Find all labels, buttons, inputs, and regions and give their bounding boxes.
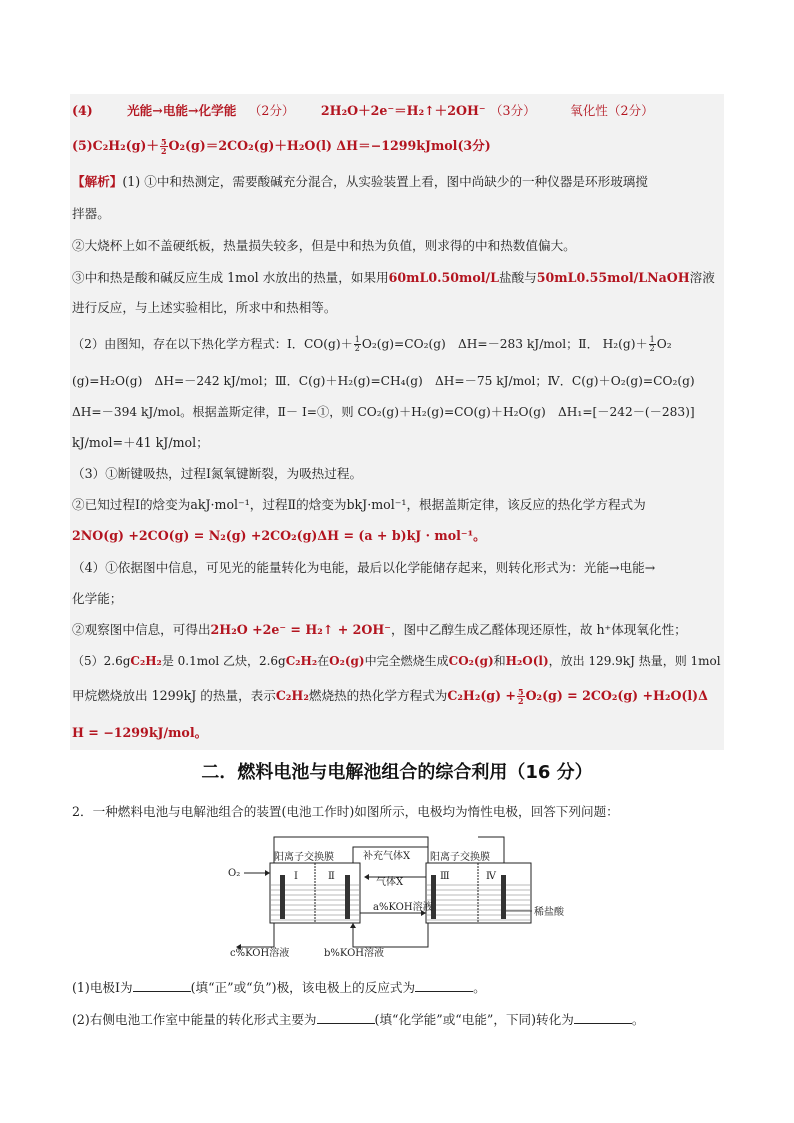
- electrode-1: [280, 875, 285, 919]
- analysis-line: ②大烧杯上如不盖硬纸板，热量损失较多，但是中和热为负值，则求得的中和热数值偏大。: [72, 238, 576, 253]
- answer-score: （3分）: [489, 103, 536, 118]
- answer-equation: 2H₂O＋2e⁻＝H₂↑＋2OH⁻: [320, 103, 486, 118]
- electrochemical-diagram: [228, 833, 568, 958]
- electrode-4: [501, 875, 506, 919]
- question-1: (1)电极Ⅰ为 (填“正”或“负”)极，该电极上的反应式为 。: [72, 980, 486, 995]
- electrode-1-label: Ⅰ: [294, 871, 298, 882]
- answer-blank[interactable]: [415, 979, 473, 992]
- answer-line-5: [72, 138, 491, 155]
- supplement-gas-label: 补充气体X: [363, 851, 411, 862]
- analysis-line: ΔH=－394 kJ/mol。根据盖斯定律，Ⅱ－ Ⅰ=①，则 CO₂(g)＋H₂(g)=CO(g)＋H₂O(g) ΔH₁=[－242－(－283)]: [72, 405, 695, 419]
- analysis-line: ②观察图中信息，可得出2H₂O +2e⁻ = H₂↑ + 2OH⁻，图中乙醇生成乙醛体现还原性，故 h⁺体现氧化性；: [72, 622, 687, 637]
- analysis-line: kJ/mol=＋41 kJ/mol；: [72, 435, 209, 450]
- analysis-line: 2NO(g) +2CO(g) = N₂(g) +2CO₂(g)ΔH = (a + b)kJ · mol⁻¹。: [72, 528, 486, 543]
- fraction: $\frac{5}{2}$: [160, 137, 167, 156]
- analysis-line: 化学能；: [72, 591, 123, 606]
- answer-blank[interactable]: [317, 1011, 375, 1024]
- answer-blank[interactable]: [574, 1011, 632, 1024]
- c-koh-label: c%KOH溶液: [230, 948, 290, 958]
- analysis-line: （2）由图知，存在以下热化学方程式：Ⅰ．CO(g)＋ $\frac{1}{2}$ O₂(g)=CO₂(g) ΔH=－283 kJ/mol；Ⅱ． H₂(g)＋ $\frac{1}{2}$ O₂: [72, 335, 672, 353]
- analysis-line: ③中和热是酸和碱反应生成 1mol 水放出的热量，如果用60mL0.50mol/L盐酸与50mL0.55mol/LNaOH溶液: [72, 270, 715, 285]
- answer-panel: [70, 94, 724, 750]
- electrode-4-label: Ⅳ: [486, 871, 496, 882]
- answer-label: (4): [72, 103, 93, 118]
- o2-label: O₂: [228, 868, 241, 879]
- answer-energy: 光能→电能→化学能: [127, 103, 237, 118]
- analysis-line: 进行反应，与上述实验相比，所求中和热相等。: [72, 300, 337, 315]
- analysis-line: （3）①断键吸热，过程Ⅰ氮氧键断裂，为吸热过程。: [72, 466, 363, 481]
- hcl-label: 稀盐酸: [534, 907, 564, 918]
- answer-blank[interactable]: [133, 979, 191, 992]
- c-outlet: [238, 923, 274, 947]
- analysis-line: ②已知过程Ⅰ的焓变为akJ·mol⁻¹，过程Ⅱ的焓变为bkJ·mol⁻¹，根据盖斯定律，该反应的热化学方程式为: [72, 497, 646, 512]
- answer-text: (5)C₂H₂(g)＋: [72, 138, 159, 153]
- membrane-left-label: 阳离子交换膜: [274, 852, 334, 863]
- question-2: (2)右侧电池工作室中能量的转化形式主要为 (填“化学能”或“电能”，下同)转化为 。: [72, 1012, 645, 1027]
- analysis-line: 拌器。: [72, 206, 110, 221]
- analysis-line: 甲烷燃烧放出 1299kJ 的热量，表示C₂H₂燃烧热的热化学方程式为C₂H₂(g) + $\frac{5}{2}$ O₂(g) = 2CO₂(g) +H₂O(l)Δ: [72, 687, 708, 706]
- gas-x-label: 气体X: [376, 877, 404, 888]
- analysis-line: （5）2.6gC₂H₂是 0.1mol 乙炔，2.6gC₂H₂在O₂(g)中完全燃烧生成CO₂(g)和H₂O(l)，放出 129.9kJ 热量，则 1mol: [72, 654, 721, 668]
- electrode-2: [345, 875, 350, 919]
- answer-line-4: [72, 103, 654, 119]
- b-koh-label: b%KOH溶液: [324, 948, 385, 958]
- answer-nature: 氧化性（2分）: [570, 103, 654, 118]
- a-koh-label: a%KOH溶液: [373, 902, 433, 913]
- membrane-right-label: 阳离子交换膜: [430, 852, 490, 863]
- electrode-2-label: Ⅱ: [328, 871, 335, 882]
- analysis-line: （4）①依据图中信息，可见光的能量转化为电能，最后以化学能储存起来，则转化形式为：光能→电能→: [72, 560, 656, 575]
- b-inlet: [353, 923, 408, 947]
- answer-score: （2分）: [248, 103, 295, 118]
- analysis-tag: 【解析】: [72, 174, 123, 189]
- analysis-line: (g)=H₂O(g) ΔH=－242 kJ/mol；Ⅲ．C(g)＋H₂(g)=CH₄(g) ΔH=－75 kJ/mol；Ⅳ．C(g)＋O₂(g)=CO₂(g): [72, 374, 695, 388]
- section-title: 二．燃料电池与电解池组合的综合利用（16 分）: [201, 762, 593, 783]
- electrode-3-label: Ⅲ: [440, 871, 450, 882]
- answer-text: O₂(g)＝2CO₂(g)＋H₂O(l) ΔH＝−1299kJmol(3分): [168, 138, 491, 153]
- question-stem: 2．一种燃料电池与电解池组合的装置(电池工作时)如图所示，电极均为惰性电极，回答下列问题：: [72, 804, 619, 819]
- analysis-line: H = −1299kJ/mol。: [72, 725, 208, 740]
- analysis-line: 【解析】(1) ①中和热测定，需要酸碱充分混合，从实验装置上看，图中尚缺少的一种仪器是环形玻璃搅: [72, 174, 648, 189]
